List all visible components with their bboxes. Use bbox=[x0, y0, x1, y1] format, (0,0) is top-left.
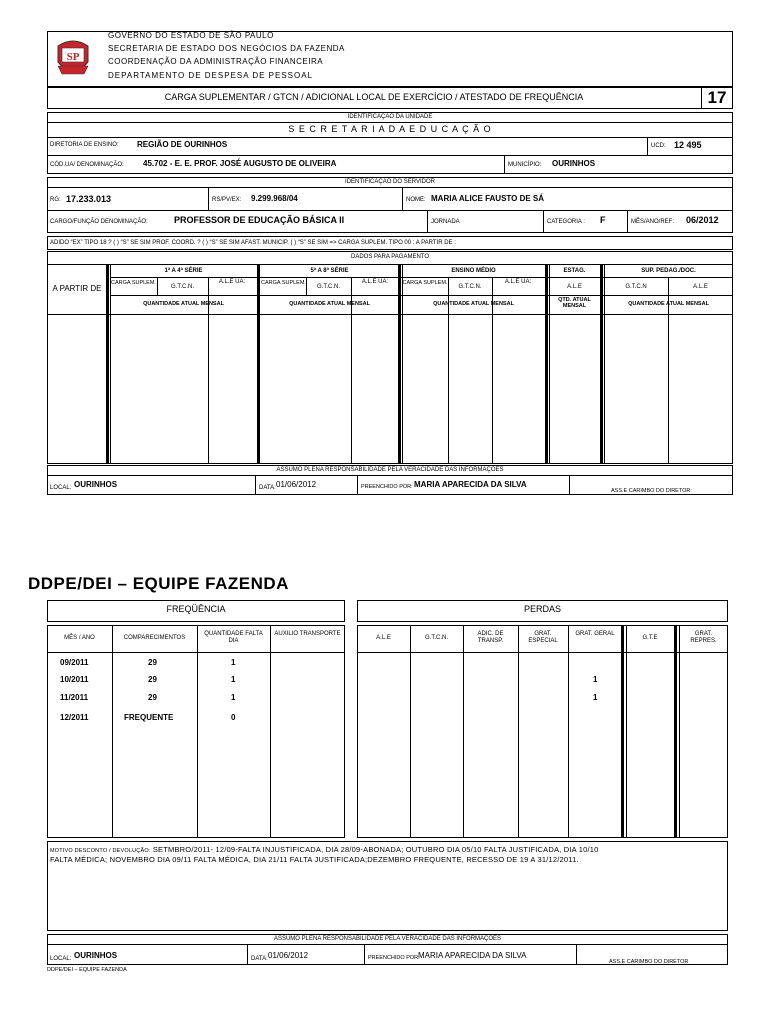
rs-label: RS/PV/EX: bbox=[212, 197, 242, 203]
categoria-value: F bbox=[600, 215, 606, 225]
gov-line-2: SECRETARIA DE ESTADO DOS NEGÓCIOS DA FAZENDA bbox=[108, 44, 345, 53]
state-seal-icon bbox=[54, 36, 92, 80]
freq-h-aux: AUXILIO TRANSPORTE bbox=[274, 631, 341, 637]
a-partir-de-label: A PARTIR DE bbox=[52, 284, 102, 293]
gov-line-1: GOVERNO DO ESTADO DE SÃO PAULO bbox=[108, 31, 274, 40]
cargo-label: CARGO/FUNÇÃO DENOMINAÇÃO: bbox=[50, 219, 148, 225]
footer2-data-label: DATA: bbox=[251, 956, 268, 962]
motivo-text bbox=[50, 846, 599, 855]
diretoria-value: REGIÃO DE OURINHOS bbox=[137, 140, 228, 149]
motivo-label: MOTIVO DESCONTO / DEVOLUÇÃO: bbox=[50, 848, 151, 854]
group-sup: SUP. PEDAG./DOC. bbox=[641, 268, 696, 274]
perdas-h-adic: ADIC. DE TRANSP. bbox=[477, 631, 504, 645]
categoria-label: CATEGORIA : bbox=[547, 219, 585, 225]
col-gtcn-1: G.T.C.N. bbox=[170, 284, 194, 290]
rg-label: RG: bbox=[50, 197, 61, 203]
perdas-h-grep: GRAT. REPRES. bbox=[690, 631, 717, 645]
qtd-mensal-3: QUANTIDADE ATUAL MENSAL bbox=[433, 301, 514, 307]
col-ale-3: A.L.E UA: bbox=[504, 279, 532, 285]
qtd-mensal-1: QUANTIDADE ATUAL MENSAL bbox=[143, 301, 224, 307]
cod-label: CÓD.UA/ DENOMINAÇÃO: bbox=[50, 162, 124, 168]
row2-comp: 29 bbox=[148, 675, 157, 684]
gov-line-3: COORDENAÇÃO DA ADMINISTRAÇÃO FINANCEIRA bbox=[108, 57, 324, 66]
row1-comp: 29 bbox=[148, 658, 157, 667]
footer1-preenchido-label: PREENCHIDO POR: bbox=[361, 484, 413, 490]
footer2-data-value: 01/06/2012 bbox=[268, 951, 309, 960]
perdas-h-ale: A.L.E bbox=[376, 635, 391, 641]
municipio-value: OURINHOS bbox=[552, 159, 596, 168]
frequencia-table bbox=[47, 625, 345, 838]
ucd-label: UCD: bbox=[651, 143, 666, 149]
perdas-title: PERDAS bbox=[523, 604, 561, 614]
servidor-title: IDENTIFICAÇÃO DO SERVIDOR bbox=[345, 179, 435, 185]
ucd-value: 12 495 bbox=[674, 140, 702, 150]
motivo-line-2: FALTA MÉDICA; NOVEMBRO DIA 09/11 FALTA MÉDICA, DIA 21/11 FALTA JUSTIFICADA;DEZEMBRO FREQUENTE, RECESSO DE 19 A 31/12/2011. bbox=[50, 855, 579, 864]
svg-text:SP: SP bbox=[66, 51, 80, 63]
unidade-title: IDENTIFICAÇÃO DA UNIDADE bbox=[347, 114, 433, 120]
diretoria-label: DIRETORIA DE ENSINO: bbox=[50, 142, 119, 148]
footer1-data-label: DATA: bbox=[259, 485, 276, 491]
row2-mes: 10/2011 bbox=[60, 675, 89, 684]
col-ale-estag: A.L.E bbox=[567, 284, 582, 290]
footer1-preenchido-value: MARIA APARECIDA DA SILVA bbox=[414, 480, 527, 489]
form-number: 17 bbox=[707, 88, 727, 107]
footer1-local-value: OURINHOS bbox=[74, 480, 118, 489]
row4-comp: FREQUENTE bbox=[124, 713, 174, 722]
cod-value: 45.702 - E. E. PROF. JOSÉ AUGUSTO DE OLIVEIRA bbox=[143, 159, 337, 168]
col-ale-sup: A.L.E bbox=[693, 284, 708, 290]
form-title: CARGA SUPLEMENTAR / GTCN / ADICIONAL LOCAL DE EXERCÍCIO / ATESTADO DE FREQUÊNCIA bbox=[164, 92, 584, 102]
freq-h-mes: MÊS / ANO bbox=[64, 635, 95, 641]
pagamento-title: DADOS PARA PAGAMENTO bbox=[350, 254, 430, 260]
rs-value: 9.299.968/04 bbox=[251, 194, 298, 203]
row2-geral: 1 bbox=[593, 675, 598, 684]
col-carga-3: CARGA SUPLEM. bbox=[402, 280, 448, 286]
row4-mes: 12/2011 bbox=[60, 713, 89, 722]
qtd-mensal-2: QUANTIDADE ATUAL MENSAL bbox=[289, 301, 370, 307]
motivo-line-1: SETMBRO/2011- 12/09-FALTA INJUSTIFICADA, DIA 28/09-ABONADA; OUTUBRO DIA 05/10 FALTA JUSTIFICADA, DIA 10/10 bbox=[152, 845, 599, 854]
rg-value: 17.233.013 bbox=[66, 194, 112, 204]
cargo-value: PROFESSOR DE EDUCAÇÃO BÁSICA II bbox=[174, 215, 345, 225]
perdas-h-gte: G.T.E bbox=[642, 635, 658, 641]
qtd-mensal-estag: QTD. ATUAL MENSAL bbox=[558, 297, 591, 310]
footer2-assumo: ASSUMO PLENA RESPONSABILIDADE PELA VERACIDADE DAS INFORMAÇÕES bbox=[273, 936, 502, 942]
col-carga-1: CARGA SUPLEM. bbox=[111, 280, 156, 286]
footer2-carimbo: ASS.E CARIMBO DO DIRETOR bbox=[609, 959, 689, 965]
footer1-carimbo: ASS.E CARIMBO DO DIRETOR: bbox=[611, 488, 692, 494]
secretaria: S E C R E T A R I A D A E D U C A Ç Ã O bbox=[288, 124, 492, 134]
frequencia-title: FREQÜÊNCIA bbox=[166, 604, 226, 614]
col-carga-2: CARGA SUPLEM. bbox=[261, 280, 306, 286]
row3-comp: 29 bbox=[148, 693, 157, 702]
freq-h-falta: QUANTIDADE FALTA DIA bbox=[204, 631, 263, 645]
col-ale-2: A.L.E UA: bbox=[361, 279, 389, 285]
group-1a4: 1ª A 4ª SÉRIE bbox=[164, 268, 203, 274]
footer2-local-value: OURINHOS bbox=[74, 951, 118, 960]
perdas-h-gtcn: G.T.C.N. bbox=[424, 635, 448, 641]
footer1-data-value: 01/06/2012 bbox=[276, 480, 317, 489]
row4-falta: 0 bbox=[231, 713, 236, 722]
row1-mes: 09/2011 bbox=[60, 658, 89, 667]
col-gtcn-3: G.T.C.N. bbox=[458, 284, 482, 290]
group-estag: ESTAG. bbox=[563, 268, 586, 274]
jornada-label: JORNADA bbox=[431, 219, 460, 225]
nome-label: NOME: bbox=[406, 197, 426, 203]
group-medio: ENSINO MÉDIO bbox=[451, 268, 496, 274]
mes-ref-label: MÊS/ANO/REF: bbox=[631, 219, 675, 225]
freq-h-comp: COMPARECIMENTOS bbox=[123, 635, 186, 641]
row3-falta: 1 bbox=[231, 693, 236, 702]
nome-value: MARIA ALICE FAUSTO DE SÁ bbox=[431, 194, 545, 203]
footer2-preenchido-value: MARIA APARECIDA DA SILVA bbox=[418, 951, 527, 960]
col-ale-1: A.L.E UA: bbox=[218, 279, 246, 285]
footer2-preenchido-label: PREENCHIDO POR: bbox=[368, 955, 420, 961]
ddpe-title: DDPE/DEI – EQUIPE FAZENDA bbox=[28, 574, 289, 593]
perdas-h-ggeral: GRAT. GERAL bbox=[575, 631, 615, 637]
adido-line: ADIDO “EX” TIPO 18 ? ( ) “S” SE SIM PROF. COORD. ? ( ) “S” SE SIM AFAST. MUNICIP. ( ) “S” SE SIM => CARGA SUPLEM. TIPO 00 : A PARTIR DE : bbox=[50, 240, 456, 246]
row3-mes: 11/2011 bbox=[60, 693, 89, 702]
municipio-label: MUNICÍPIO: bbox=[508, 162, 542, 168]
row2-falta: 1 bbox=[231, 675, 236, 684]
gov-line-4: DEPARTAMENTO DE DESPESA DE PESSOAL bbox=[108, 71, 314, 80]
group-5a8: 5ª A 8ª SÉRIE bbox=[310, 268, 349, 274]
row3-geral: 1 bbox=[593, 693, 598, 702]
row1-falta: 1 bbox=[231, 658, 236, 667]
mes-ref-value: 06/2012 bbox=[686, 215, 719, 225]
col-gtcn-sup: G.T.C.N bbox=[625, 284, 647, 290]
bottom-note: DDPE/DEI – EQUIPE FAZENDA bbox=[47, 967, 127, 973]
footer1-local-label: LOCAL: bbox=[50, 485, 72, 491]
perdas-h-gesp: GRAT. ESPECIAL bbox=[528, 631, 558, 645]
col-gtcn-2: G.T.C.N. bbox=[316, 284, 340, 290]
footer1-assumo: ASSUMO PLENA RESPONSABILIDADE PELA VERACIDADE DAS INFORMAÇÕES bbox=[276, 467, 504, 473]
perdas-table bbox=[357, 625, 728, 838]
footer2-local-label: LOCAL: bbox=[50, 956, 72, 962]
qtd-mensal-sup: QUANTIDADE ATUAL MENSAL bbox=[628, 301, 709, 307]
